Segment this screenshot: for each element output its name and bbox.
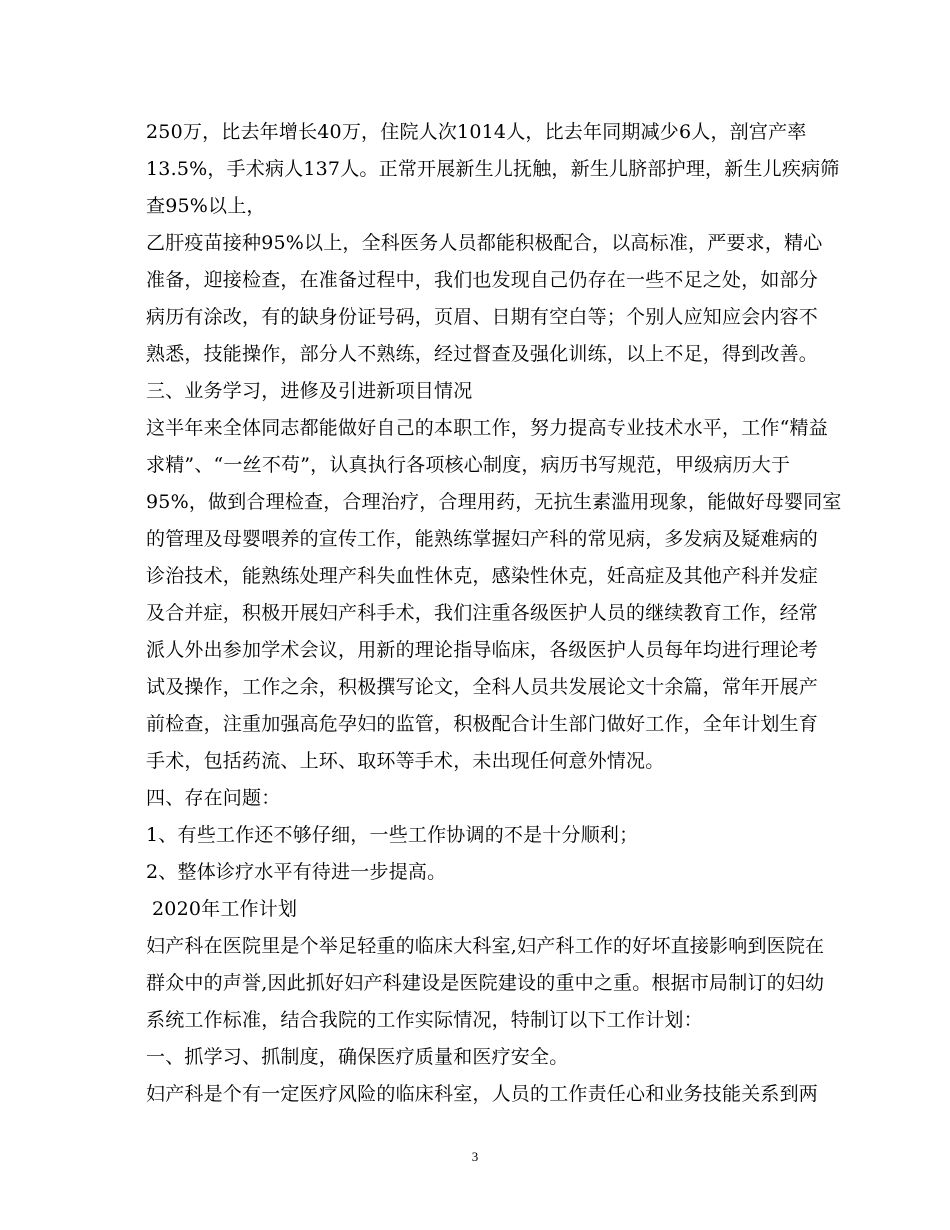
text-line: 妇产科是个有一定医疗风险的临床科室，人员的工作责任心和业务技能关系到两 (146, 1083, 819, 1105)
text-line: 250万，比去年增长40万，住院人次1014人，比去年同期减少6人，剖宫产率 (146, 121, 807, 143)
section-heading: 三、业务学习，进修及引进新项目情况 (146, 380, 473, 402)
section-heading: 四、存在问题： (146, 787, 281, 809)
text-line: 熟悉，技能操作，部分人不熟练，经过督查及强化训练，以上不足，得到改善。 (146, 343, 819, 365)
text-line: 及合并症，积极开展妇产科手术，我们注重各级医护人员的继续教育工作，经常 (146, 602, 819, 624)
text-line: 手术，包括药流、上环、取环等手术，未出现任何意外情况。 (146, 750, 665, 772)
text-line: 系统工作标准，结合我院的工作实际情况，特制订以下工作计划： (146, 1009, 703, 1031)
text-line: 13.5%，手术病人137人。正常开展新生儿抚触，新生儿脐部护理，新生儿疾病筛 (146, 158, 840, 180)
text-line: 乙肝疫苗接种95%以上，全科医务人员都能积极配合，以高标准，严要求，精心 (146, 232, 823, 254)
text-line: 求精”、“一丝不苟”，认真执行各项核心制度，病历书写规范，甲级病历大于 (146, 454, 791, 476)
text-line: 病历有涂改，有的缺身份证号码，页眉、日期有空白等；个别人应知应会内容不 (146, 306, 819, 328)
text-line: 95%，做到合理检查，合理治疗，合理用药，无抗生素滥用现象，能做好母婴同室 (146, 491, 842, 513)
text-line: 的管理及母婴喂养的宣传工作，能熟练掌握妇产科的常见病，多发病及疑难病的 (146, 528, 819, 550)
plan-heading: 2020年工作计划 (152, 898, 298, 920)
document-body (146, 114, 842, 1113)
text-line: 准备，迎接检查，在准备过程中，我们也发现自己仍存在一些不足之处，如部分 (146, 269, 819, 291)
section-heading: 一、抓学习、抓制度，确保医疗质量和医疗安全。 (146, 1046, 569, 1068)
page-number: 3 (471, 1149, 479, 1164)
text-line: 试及操作，工作之余，积极撰写论文，全科人员共发展论文十余篇，常年开展产 (146, 676, 819, 698)
text-line: 前检查，注重加强高危孕妇的监管，积极配合计生部门做好工作，全年计划生育 (146, 713, 819, 735)
text-line: 妇产科在医院里是个举足轻重的临床大科室,妇产科工作的好坏直接影响到医院在 (146, 935, 825, 957)
list-item: 2、整体诊疗水平有待进一步提高。 (146, 861, 447, 883)
list-item: 1、有些工作还不够仔细，一些工作协调的不是十分顺利； (146, 824, 639, 846)
text-line: 群众中的声誉,因此抓好妇产科建设是医院建设的重中之重。根据市局制订的妇幼 (146, 972, 825, 994)
text-line: 这半年来全体同志都能做好自己的本职工作，努力提高专业技术水平，工作“精益 (146, 417, 828, 439)
text-line: 查95%以上， (146, 195, 266, 217)
text-line: 派人外出参加学术会议，用新的理论指导临床，各级医护人员每年均进行理论考 (146, 639, 819, 661)
text-line: 诊治技术，能熟练处理产科失血性休克，感染性休克，妊高症及其他产科并发症 (146, 565, 819, 587)
